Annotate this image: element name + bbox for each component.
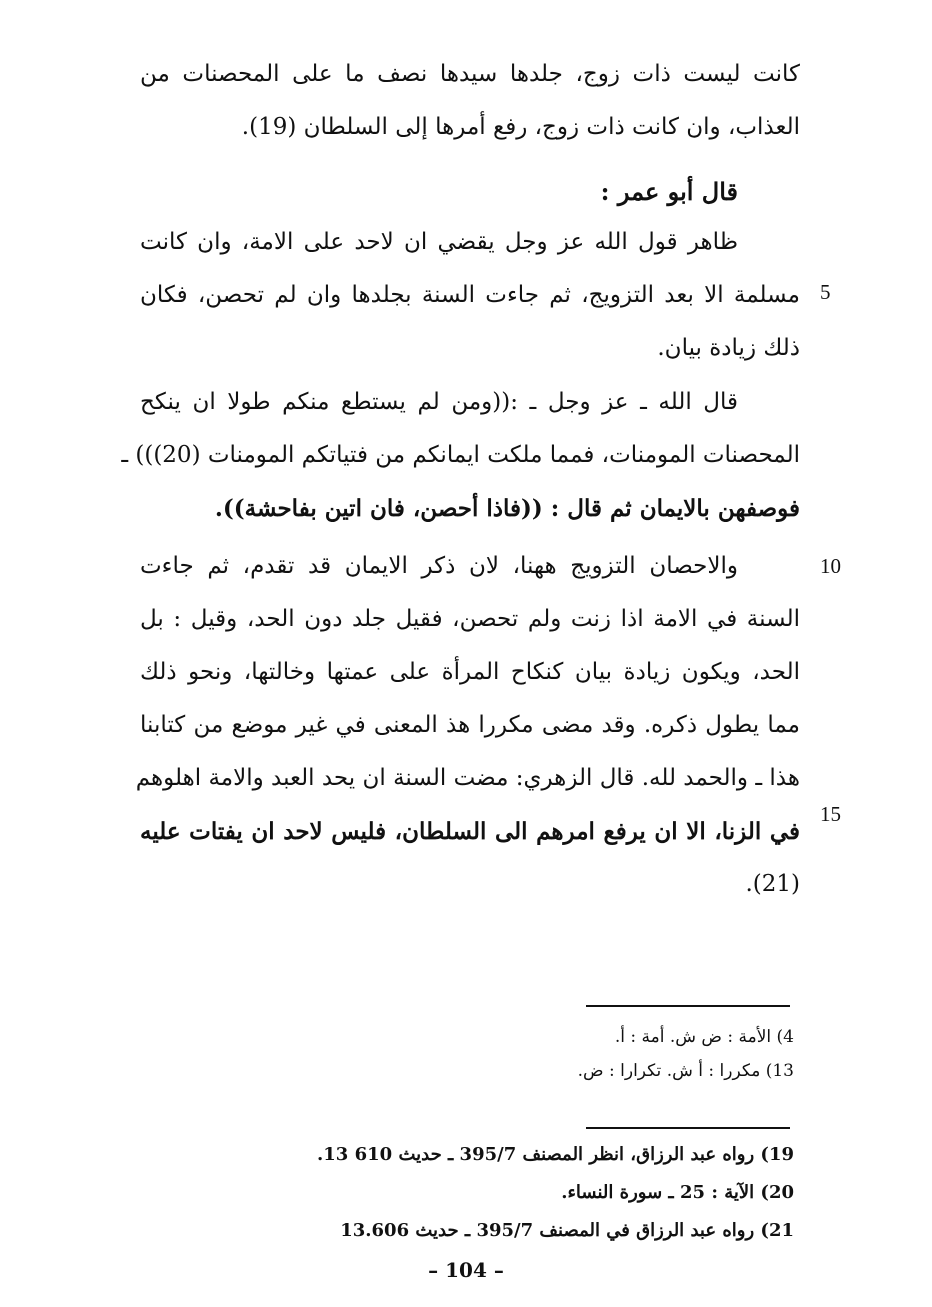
paragraph-1 — [140, 216, 800, 375]
reference-note: 20) الآية : 25 ـ سورة النساء. — [561, 1182, 794, 1203]
paragraph-2 — [121, 376, 800, 535]
text-line: السنة في الامة اذا زنت ولم تحصن، فقيل جلد دون الحد، وقيل : بل — [140, 606, 800, 632]
line-number: 5 — [820, 280, 831, 304]
section-heading: قال أبو عمر : — [600, 177, 738, 206]
text-line: المحصنات المومنات، فمما ملكت ايمانكم من فتياتكم المومنات (20))) ـ — [121, 442, 800, 468]
text-line: العذاب، وان كانت ذات زوج، رفع أمرها إلى السلطان (19). — [241, 114, 800, 140]
opening-paragraph — [140, 48, 800, 154]
footnote-rule — [586, 1005, 790, 1007]
text-line: مسلمة الا بعد التزويج، ثم جاءت السنة بجلدها وان لم تحصن، فكان — [140, 282, 801, 308]
paragraph-3 — [135, 540, 800, 911]
text-line: كانت ليست ذات زوج، جلدها سيدها نصف ما على المحصنات من — [140, 61, 800, 87]
text-line: في الزنا، الا ان يرفع امرهم الى السلطان، فليس لاحد ان يفتات عليه — [140, 818, 800, 845]
text-line: هذا ـ والحمد لله. قال الزهري: مضت السنة ان يحد العبد والامة اهلوهم — [135, 765, 800, 791]
variant-note: 4) الأمة : ض ش. أمة : أ. — [614, 1027, 794, 1047]
reference-note: 19) رواه عبد الرزاق، انظر المصنف 395/7 ـ حديث 610 13. — [317, 1144, 794, 1165]
variant-note: 13) مكررا : أ ش. تكرارا : ض. — [577, 1061, 794, 1081]
text-line: ذلك زيادة بيان. — [657, 335, 800, 361]
text-line: قال الله ـ عز وجل ـ :((ومن لم يستطع منكم طولا ان ينكح — [140, 389, 738, 415]
text-line: ظاهر قول الله عز وجل يقضي ان لاحد على الامة، وان كانت — [140, 229, 738, 255]
line-number: 15 — [820, 802, 841, 826]
page-number: – 104 – — [428, 1258, 504, 1282]
text-line: مما يطول ذكره. وقد مضى مكررا هذ المعنى في غير موضع من كتابنا — [140, 712, 800, 738]
text-line: (21). — [745, 871, 800, 897]
references-rule — [586, 1127, 790, 1129]
text-line: الحد، ويكون زيادة بيان كنكاح المرأة على عمتها وخالتها، ونحو ذلك — [140, 659, 800, 685]
text-line: والاحصان التزويج ههنا، لان ذكر الايمان قد تقدم، ثم جاءت — [140, 553, 738, 579]
text-line: فوصفهن بالايمان ثم قال : ((فاذا أحصن، فان اتين بفاحشة)). — [214, 495, 800, 522]
line-number: 10 — [820, 554, 841, 578]
references — [317, 1136, 794, 1250]
variant-notes — [578, 1020, 794, 1088]
reference-note: 21) رواه عبد الرزاق في المصنف 395/7 ـ حديث 13.606 — [340, 1220, 794, 1241]
